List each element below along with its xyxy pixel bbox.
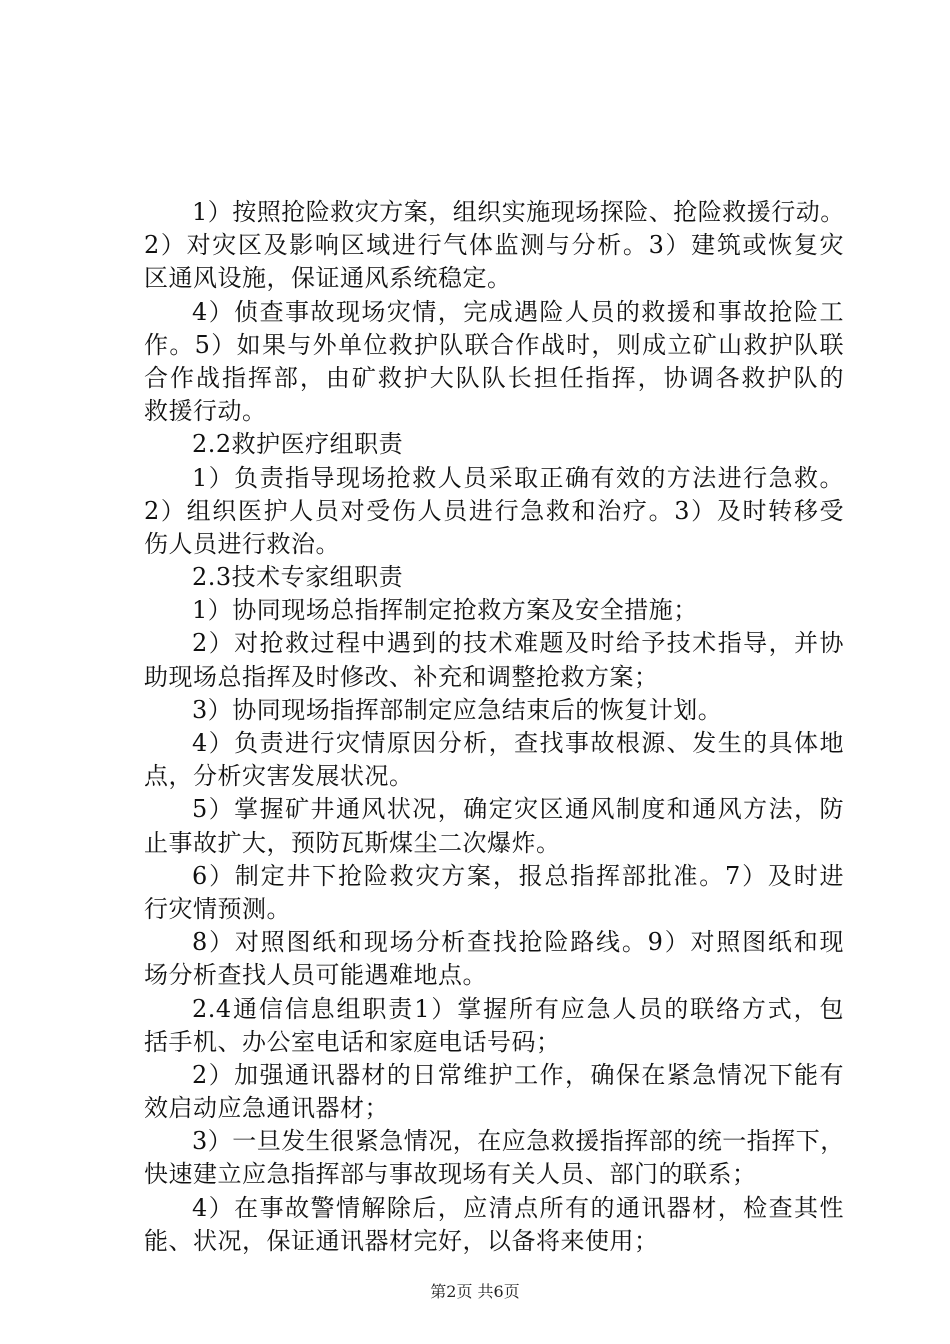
text-line: 效启动应急通讯器材； [144, 1094, 389, 1123]
page-number-footer: 第2页 共6页 [430, 1282, 520, 1301]
section-heading: 2.3技术专家组职责 [192, 563, 404, 592]
text-line: 8）对照图纸和现场分析查找抢险路线。9）对照图纸和现 [192, 928, 844, 957]
text-line: 5）掌握矿井通风状况，确定灾区通风制度和通风方法，防 [192, 795, 844, 824]
text-line: 括手机、办公室电话和家庭电话号码； [144, 1027, 561, 1056]
text-line: 点，分析灾害发展状况。 [144, 762, 414, 791]
text-line: 快速建立应急指挥部与事故现场有关人员、部门的联系； [144, 1160, 757, 1189]
text-line: 能、状况，保证通讯器材完好，以备将来使用； [144, 1226, 659, 1255]
text-line: 2）对灾区及影响区域进行气体监测与分析。3）建筑或恢复灾 [144, 231, 844, 260]
text-line: 3）协同现场指挥部制定应急结束后的恢复计划。 [192, 695, 723, 724]
text-line: 1）按照抢险救灾方案，组织实施现场探险、抢险救援行动。 [192, 198, 845, 226]
text-line: 3）一旦发生很紧急情况，在应急救援指挥部的统一指挥下， [192, 1127, 845, 1156]
text-line: 区通风设施，保证通风系统稳定。 [144, 264, 512, 293]
text-line: 助现场总指挥及时修改、补充和调整抢救方案； [144, 662, 659, 691]
text-line: 6）制定井下抢险救灾方案，报总指挥部批准。7）及时进 [192, 861, 844, 890]
text-line: 4）在事故警情解除后，应清点所有的通讯器材，检查其性 [192, 1193, 844, 1222]
text-line: 作。5）如果与外单位救护队联合作战时，则成立矿山救护队联 [144, 330, 844, 359]
text-line: 止事故扩大，预防瓦斯煤尘二次爆炸。 [144, 828, 561, 857]
text-line: 2）组织医护人员对受伤人员进行急救和治疗。3）及时转移受 [144, 496, 844, 525]
text-line: 4）侦查事故现场灾情，完成遇险人员的救援和事故抢险工 [192, 297, 844, 326]
text-line: 4）负责进行灾情原因分析，查找事故根源、发生的具体地 [192, 729, 844, 757]
text-line: 1）协同现场总指挥制定抢救方案及安全措施； [192, 596, 698, 625]
section-heading: 2.2救护医疗组职责 [192, 430, 404, 459]
text-line: 2）加强通讯器材的日常维护工作，确保在紧急情况下能有 [192, 1060, 844, 1089]
section-heading: 2.4通信信息组职责1）掌握所有应急人员的联络方式，包 [192, 994, 844, 1023]
text-line: 合作战指挥部，由矿救护大队队长担任指挥，协调各救护队的 [144, 363, 844, 392]
text-line: 救援行动。 [144, 397, 267, 426]
text-line: 1）负责指导现场抢救人员采取正确有效的方法进行急救。 [192, 463, 844, 492]
document-body [144, 196, 844, 1258]
text-line: 场分析查找人员可能遇难地点。 [144, 961, 487, 990]
text-line: 行灾情预测。 [144, 894, 291, 923]
text-line: 2）对抢救过程中遇到的技术难题及时给予技术指导，并协 [192, 629, 844, 658]
text-line: 伤人员进行救治。 [144, 529, 340, 558]
